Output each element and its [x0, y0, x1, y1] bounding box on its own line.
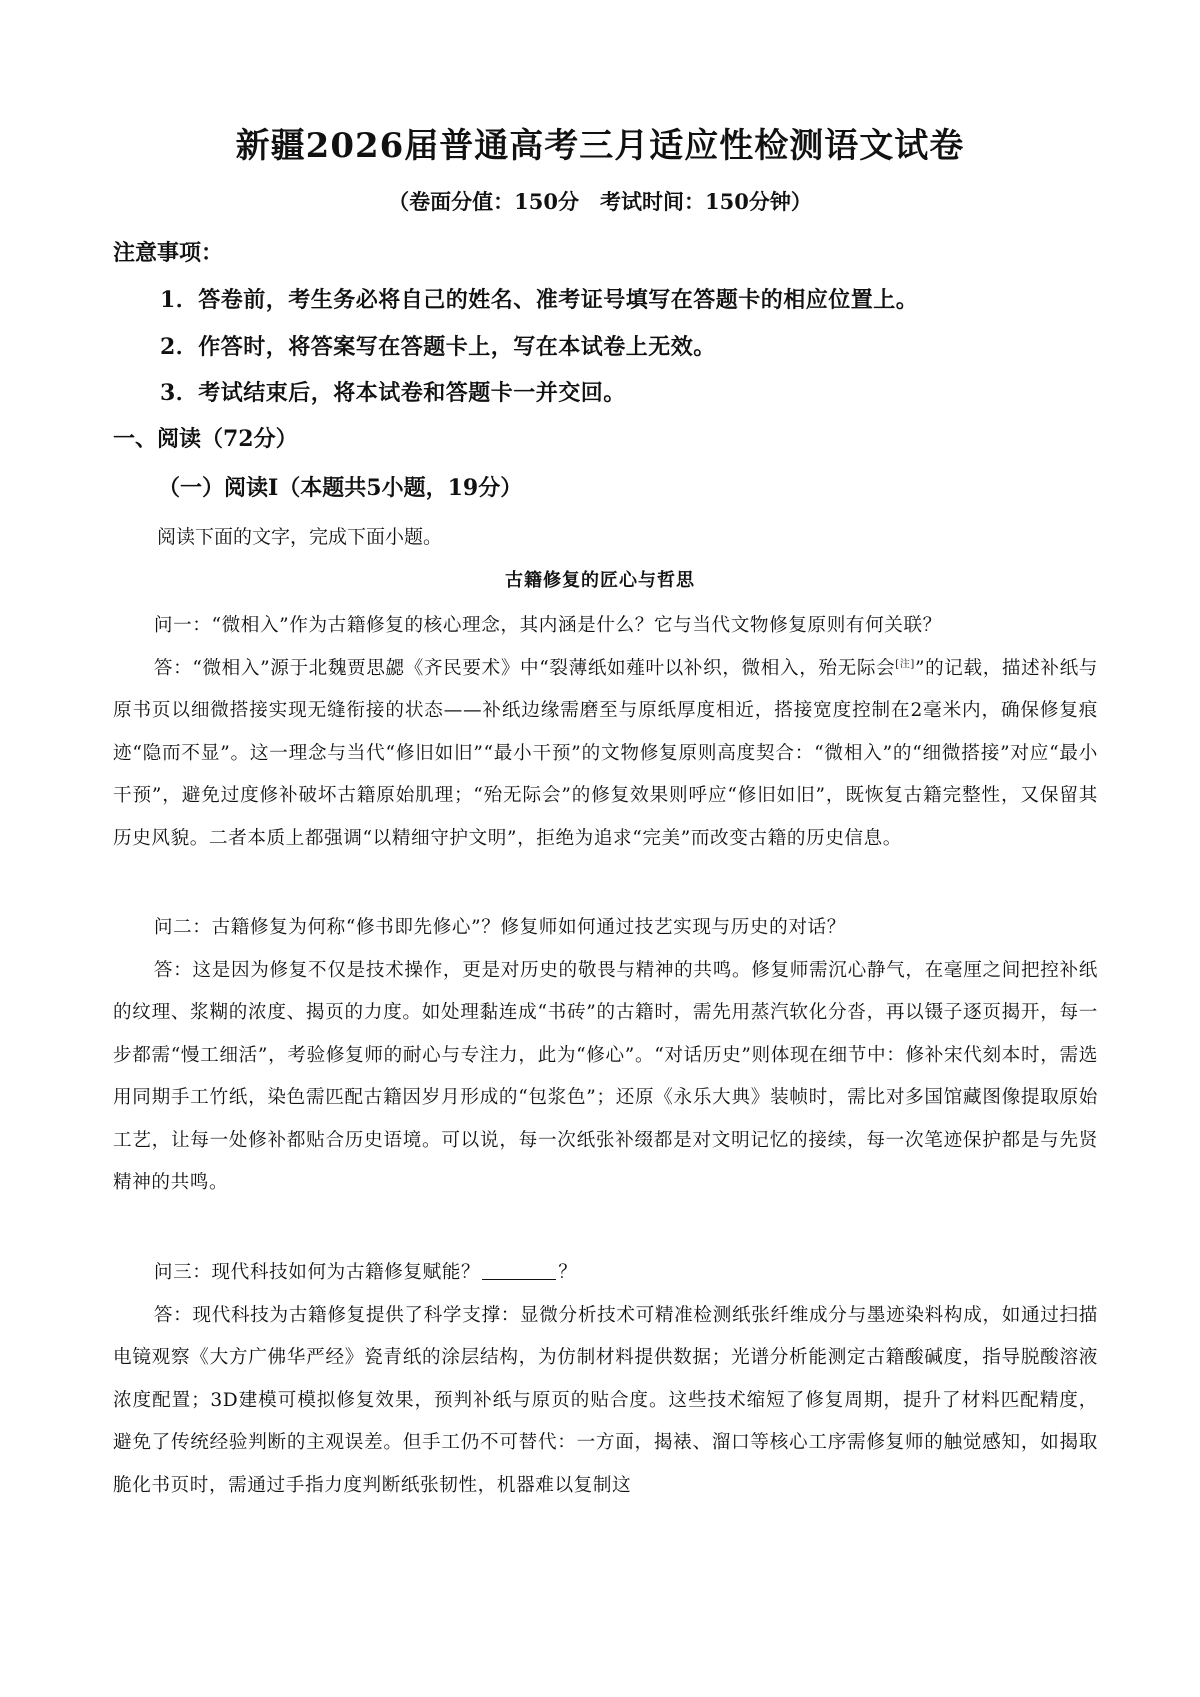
answer-2: 答：这是因为修复不仅是技术操作，更是对历史的敬畏与精神的共鸣。修复师需沉心静气，在毫厘之间把控补纸的纹理、浆糊的浓度、揭页的力度。如处理黏连成“书砖”的古籍时，需先用蒸汽软化分沓，再以镊子逐页揭开，每一步都需“慢工细活”，考验修复师的耐心与专注力，此为“修心”。“对话历史”则体现在细节中：修补宋代刻本时，需选用同期手工竹纸，染色需匹配古籍因岁月形成的“包浆色”；还原《永乐大典》装帧时，需比对多国馆藏图像提取原始工艺，让每一处修补都贴合历史语境。可以说，每一次纸张补缀都是对文明记忆的接续，每一次笔迹保护都是与先贤精神的共鸣。 — [113, 960, 1098, 1194]
question-3-text: 问三：现代科技如何为古籍修复赋能？ — [153, 1262, 481, 1283]
answer-1 — [113, 648, 1098, 860]
answer-1-text-a: 答：“微相入”源于北魏贾思勰《齐民要术》中“裂薄纸如薤叶以补织，微相入，殆无际会 — [153, 658, 896, 679]
question-1: 问一：“微相入”作为古籍修复的核心理念，其内涵是什么？它与当代文物修复原则有何关联？ — [153, 615, 942, 636]
footnote-marker: [注] — [895, 658, 915, 670]
section-heading: 一、阅读（72分） — [113, 426, 298, 452]
notice-item: 2．作答时，将答案写在答题卡上，写在本试卷上无效。 — [160, 334, 716, 360]
article-title: 古籍修复的匠心与哲思 — [505, 570, 695, 591]
exam-title: 新疆2026届普通高考三月适应性检测语文试卷 — [235, 126, 965, 166]
notice-item: 1．答卷前，考生务必将自己的姓名、准考证号填写在答题卡的相应位置上。 — [160, 287, 919, 313]
question-3-end: ？ — [558, 1262, 578, 1283]
reading-instruction: 阅读下面的文字，完成下面小题。 — [157, 526, 443, 548]
notice-title: 注意事项： — [113, 240, 224, 266]
answer-3: 答：现代科技为古籍修复提供了科学支撑：显微分析技术可精准检测纸张纤维成分与墨迹染料构成，如通过扫描电镜观察《大方广佛华严经》瓷青纸的涂层结构，为仿制材料提供数据；光谱分析能测定古籍酸碱度，指导脱酸溶液浓度配置；3D建模可模拟修复效果，预判补纸与原页的贴合度。这些技术缩短了修复周期，提升了材料匹配精度，避免了传统经验判断的主观误差。但手工仍不可替代：一方面，揭裱、溜口等核心工序需修复师的触觉感知，如揭取脆化书页时，需通过手指力度判断纸张韧性，机器难以复制这 — [113, 1305, 1098, 1496]
answer-1-text-b: ”的记载，描述补纸与原书页以细微搭接实现无缝衔接的状态——补纸边缘需磨至与原纸厚度相近，搭接宽度控制在2毫米内，确保修复痕迹“隐而不显”。这一理念与当代“修旧如旧”“最小干预”的文物修复原则高度契合：“微相入”的“细微搭接”对应“最小干预”，避免过度修补破坏古籍原始肌理；“殆无际会”的修复效果则呼应“修旧如旧”，既恢复古籍完整性，又保留其历史风貌。二者本质上都强调“以精细守护文明”，拒绝为追求“完美”而改变古籍的历史信息。 — [113, 658, 1098, 849]
question-3 — [113, 1252, 1098, 1294]
subsection-heading: （一）阅读Ⅰ（本题共5小题，19分） — [158, 475, 523, 501]
question-2: 问二：古籍修复为何称“修书即先修心”？修复师如何通过技艺实现与历史的对话？ — [153, 917, 846, 938]
notice-item: 3．考试结束后，将本试卷和答题卡一并交回。 — [160, 380, 626, 406]
fill-in-blank — [482, 1260, 556, 1280]
exam-subtitle: （卷面分值：150分 考试时间：150分钟） — [388, 189, 812, 214]
